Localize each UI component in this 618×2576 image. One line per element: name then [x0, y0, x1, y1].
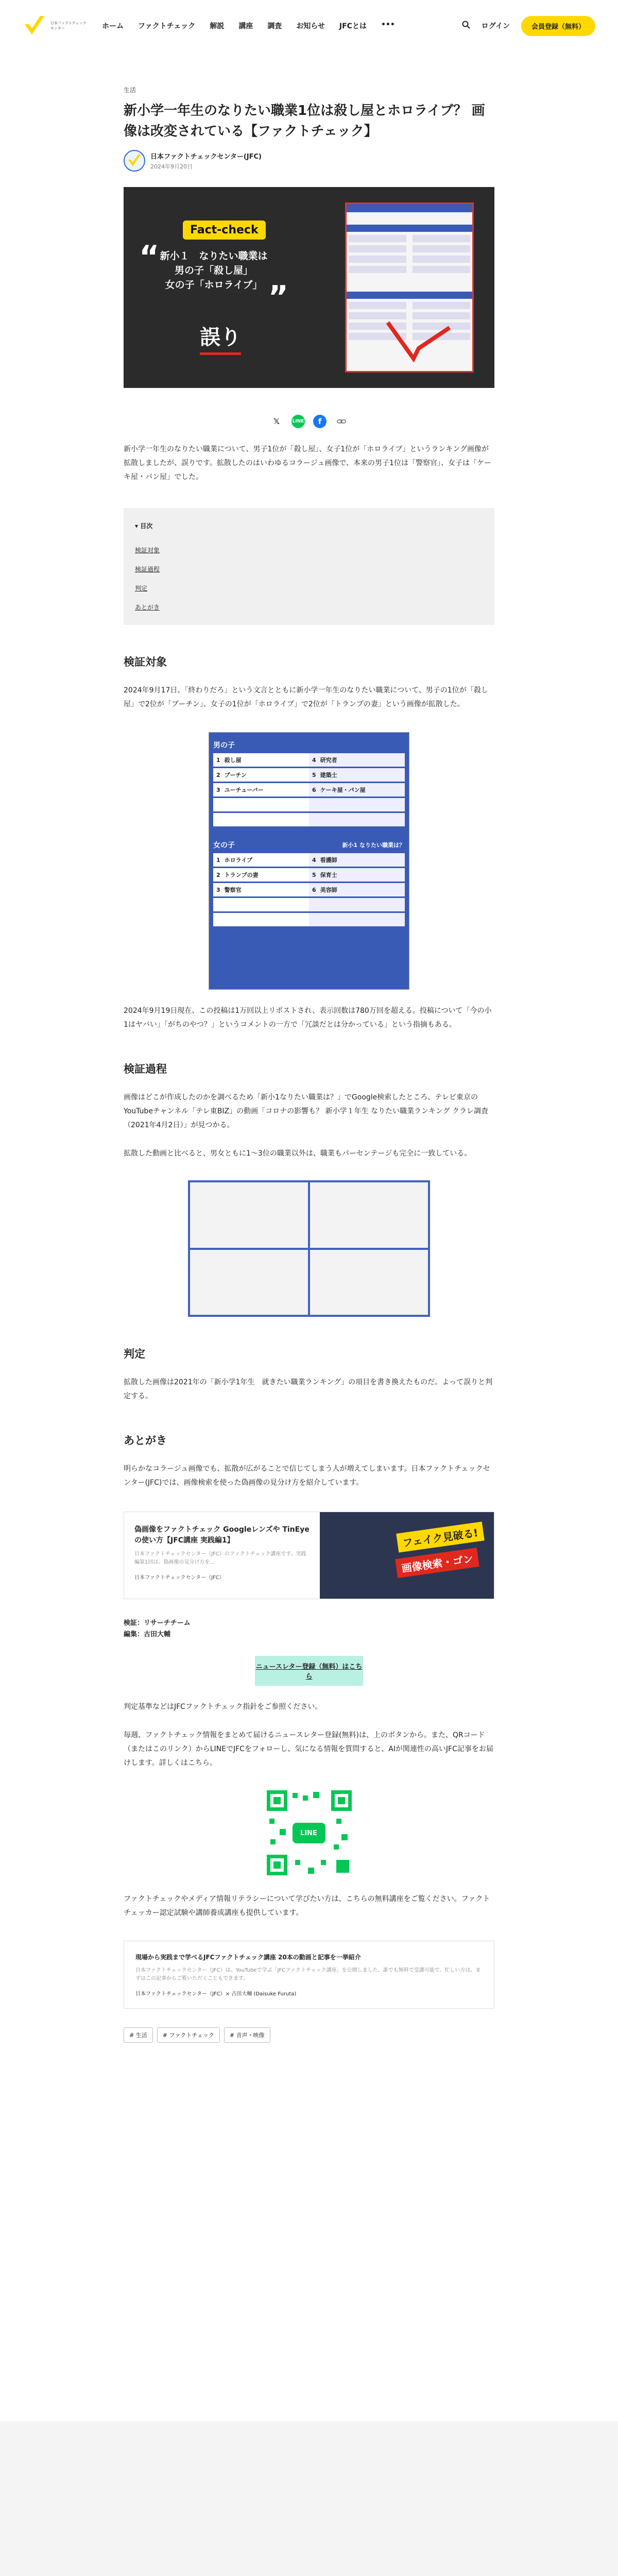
- article-title: 新小学一年生のなりたい職業1位は殺し屋とホロライブ？ 画像は改変されている【ファクトチェック】: [124, 103, 485, 139]
- nav-factcheck[interactable]: ファクトチェック: [138, 22, 196, 30]
- comparison-image: [188, 1180, 430, 1317]
- hero-question: “ 新小１ なりたい職業は 男の子「殺し屋」 女の子「ホロライブ」 ”: [139, 239, 288, 315]
- x-icon[interactable]: 𝕏: [273, 417, 280, 426]
- line-icon[interactable]: LINE: [291, 415, 305, 428]
- nav-more[interactable]: •••: [381, 21, 395, 29]
- section-verdict-p1: 拡散した画像は2021年の「新小学1年生 就きたい職業ランキング」の項目を書き換えたものだ。よって誤りと判定する。: [124, 1378, 493, 1400]
- ranking-image: 男の子 1 殺し屋 4 研究者 2 プーチン 5 建築士 3 ユーチューバー 6 ケーキ屋・パン屋 女の子 新小1 なりたい職業は？ 1 ホロライブ 4 看護師 2 トランプの妻 5 保育士 3 警察官 6 美容師: [209, 732, 409, 990]
- article-intro: 新小学一年生のなりたい職業について、男子1位が「殺し屋」、女子1位が「ホロライブ」というランキング画像が拡散しましたが、誤りです。拡散したのはいわゆるコラージュ画像で、本来の男子1位は「警察官」、女子は「ケーキ屋・パン屋」でした。: [124, 445, 491, 481]
- tag-item[interactable]: # 生活: [124, 2027, 153, 2043]
- boys-header: 男の子: [213, 741, 235, 750]
- line-logo: LINE: [293, 1823, 325, 1843]
- verdict-label: 誤り: [200, 321, 241, 355]
- register-button[interactable]: 会員登録（無料）: [521, 16, 595, 36]
- facebook-icon[interactable]: f: [313, 415, 327, 428]
- article-category[interactable]: 生活: [124, 87, 136, 94]
- tag-item[interactable]: # ファクトチェック: [157, 2027, 220, 2043]
- nav-home[interactable]: ホーム: [102, 22, 124, 30]
- related-course-source: 日本ファクトチェックセンター（JFC）× 古田大輔 (Daisuke Furuta): [135, 1991, 297, 1997]
- hero-screenshot: [345, 202, 474, 372]
- article: [124, 86, 494, 2043]
- credit-research: 検証：リサーチチーム: [124, 1619, 191, 1627]
- section-target-p1: 2024年9月17日、「終わりだろ」という文言とともに新小学一年生のなりたい職業について、男子の1位が「殺し屋」で2位が「ブーチン」、女子の1位が「ホロライブ」で2位が「トランプの妻」という画像が拡散した。: [124, 686, 488, 708]
- credits: [124, 1618, 494, 1640]
- section-process-p1: 画像はどこが作成したのかを調べるため「新小1なりたい職業は？」でGoogle検索したところ、テレビ東京のYouTubeチャンネル「テレ東BIZ」の動画「コロナの影響も？ 新小学１年生 なりたい職業ランキング クラレ調査（2021年4月2日）」が見つかる。: [124, 1093, 489, 1129]
- guideline-text: 判定基準などはJFCファクトチェック指針をご参照ください。: [124, 1703, 322, 1711]
- nav-news[interactable]: お知らせ: [296, 22, 325, 30]
- promo-source: 日本ファクトチェックセンター（JFC）: [134, 1575, 225, 1581]
- comparison-panel: [190, 1250, 308, 1315]
- main-nav: [102, 21, 395, 31]
- toc-item-target[interactable]: 検証対象: [135, 547, 160, 554]
- related-course-card[interactable]: [124, 1941, 494, 2009]
- site-logo[interactable]: [23, 14, 87, 38]
- newsletter-button[interactable]: ニュースレター登録（無料）はこちら: [255, 1656, 363, 1686]
- tag-list: [124, 2027, 494, 2043]
- search-icon[interactable]: [462, 21, 470, 31]
- avatar[interactable]: [124, 150, 145, 172]
- table-of-contents: [124, 508, 494, 625]
- section-title-afterword: あとがき: [124, 1434, 167, 1447]
- toc-heading: ▾ 目次: [135, 522, 153, 530]
- ranking-title: 新小1 なりたい職業は？: [342, 842, 405, 849]
- hero-line-1: 新小１ なりたい職業は: [160, 250, 268, 262]
- section-afterword-p1: 明らかなコラージュ画像でも、拡散が広がることで信じてしまう人が増えてしまいます。日本ファクトチェックセンター(JFC)では、画像検索を使った偽画像の見分け方を紹介しています。: [124, 1465, 490, 1487]
- nav-research[interactable]: 調査: [267, 22, 282, 30]
- promo-thumb-text: フェイク見破る!: [397, 1522, 485, 1553]
- login-link[interactable]: ログイン: [481, 22, 510, 30]
- promo-thumb-text: 画像検索・ゴン: [395, 1548, 479, 1578]
- article-date: 2024年9月20日: [150, 163, 193, 170]
- section-process-p2: 拡散した動画と比べると、男女ともに1～3位の職業以外は、職業もパーセンテージも完全に一致している。: [124, 1149, 472, 1158]
- toc-item-afterword[interactable]: あとがき: [135, 604, 160, 611]
- section-title-verdict: 判定: [124, 1348, 145, 1360]
- section-title-process: 検証過程: [124, 1063, 167, 1075]
- hero-line-3: 女の子「ホロライブ」: [165, 279, 263, 291]
- promo-desc: 日本ファクトチェックセンター（JFC）のファクトチェック講座です。実践編第1回は、偽画像の見分け方を…: [134, 1551, 306, 1565]
- section-title-target: 検証対象: [124, 656, 167, 668]
- logo-check-icon: [23, 14, 46, 38]
- related-course-title: 現場から実践まで学べるJFCファクトチェック講座 20本の動画と記事を一挙紹介: [135, 1954, 361, 1961]
- hero-image: [124, 187, 494, 388]
- promo-title: 偽画像をファクトチェック Googleレンズや TinEyeの使い方【JFC講座 実践編1】: [134, 1526, 310, 1545]
- nav-explainer[interactable]: 解説: [210, 22, 225, 30]
- related-section: [0, 2421, 618, 2576]
- tag-item[interactable]: # 音声・映像: [224, 2027, 270, 2043]
- toc-item-process[interactable]: 検証過程: [135, 566, 160, 573]
- girls-header: 女の子: [213, 841, 235, 850]
- comparison-panel: [310, 1250, 428, 1315]
- toc-item-verdict[interactable]: 判定: [135, 585, 148, 592]
- factcheck-badge: Fact-check: [183, 221, 266, 240]
- course-text: ファクトチェックやメディア情報リテラシーについて学びたい方は、こちらの無料講座をご覧ください。ファクトチェッカー認定試験や講師養成講座も提供しています。: [124, 1895, 490, 1917]
- logo-text: 日本ファクトチェックセンター: [50, 21, 87, 30]
- newsletter-text: 毎週、ファクトチェック情報をまとめて届けるニュースレター登録(無料)は、上のボタンから。また、QRコード（またはこのリンク）からLINEでJFCをフォローし、気になる情報を質問すると、AIが関連性の高いJFC記事をお届けします。詳しくはこちら。: [124, 1731, 493, 1767]
- nav-course[interactable]: 講座: [238, 22, 253, 30]
- link-icon[interactable]: [335, 415, 348, 428]
- author-block: [124, 150, 494, 172]
- section-target-p2: 2024年9月19日現在、この投稿は1万回以上リポストされ、表示回数は780万回を超える。投稿について「今の小1はヤバい」「がちのやつ？」というコメントの一方で「冗談だとは分かっている」という指摘もある。: [124, 1007, 492, 1029]
- hero-line-2: 男の子「殺し屋」: [174, 265, 253, 276]
- promo-card[interactable]: [124, 1512, 494, 1599]
- credit-editor: 編集：古田大輔: [124, 1631, 171, 1638]
- nav-about[interactable]: JFCとは: [339, 22, 367, 30]
- line-qr-code[interactable]: [264, 1788, 354, 1878]
- related-course-desc: 日本ファクトチェックセンター（JFC）は、YouTubeで学ぶ「JFCファクトチェック講座」を公開しました。誰でも無料で受講可能で、忙しい方は、まずはこの記事からご覧いただくこともできます。: [135, 1968, 481, 1981]
- promo-thumbnail: [320, 1512, 494, 1599]
- comparison-panel: [190, 1182, 308, 1248]
- share-bar: [124, 415, 494, 428]
- site-header: [0, 0, 618, 52]
- comparison-panel: [310, 1182, 428, 1248]
- author-name[interactable]: 日本ファクトチェックセンター(JFC): [150, 153, 262, 161]
